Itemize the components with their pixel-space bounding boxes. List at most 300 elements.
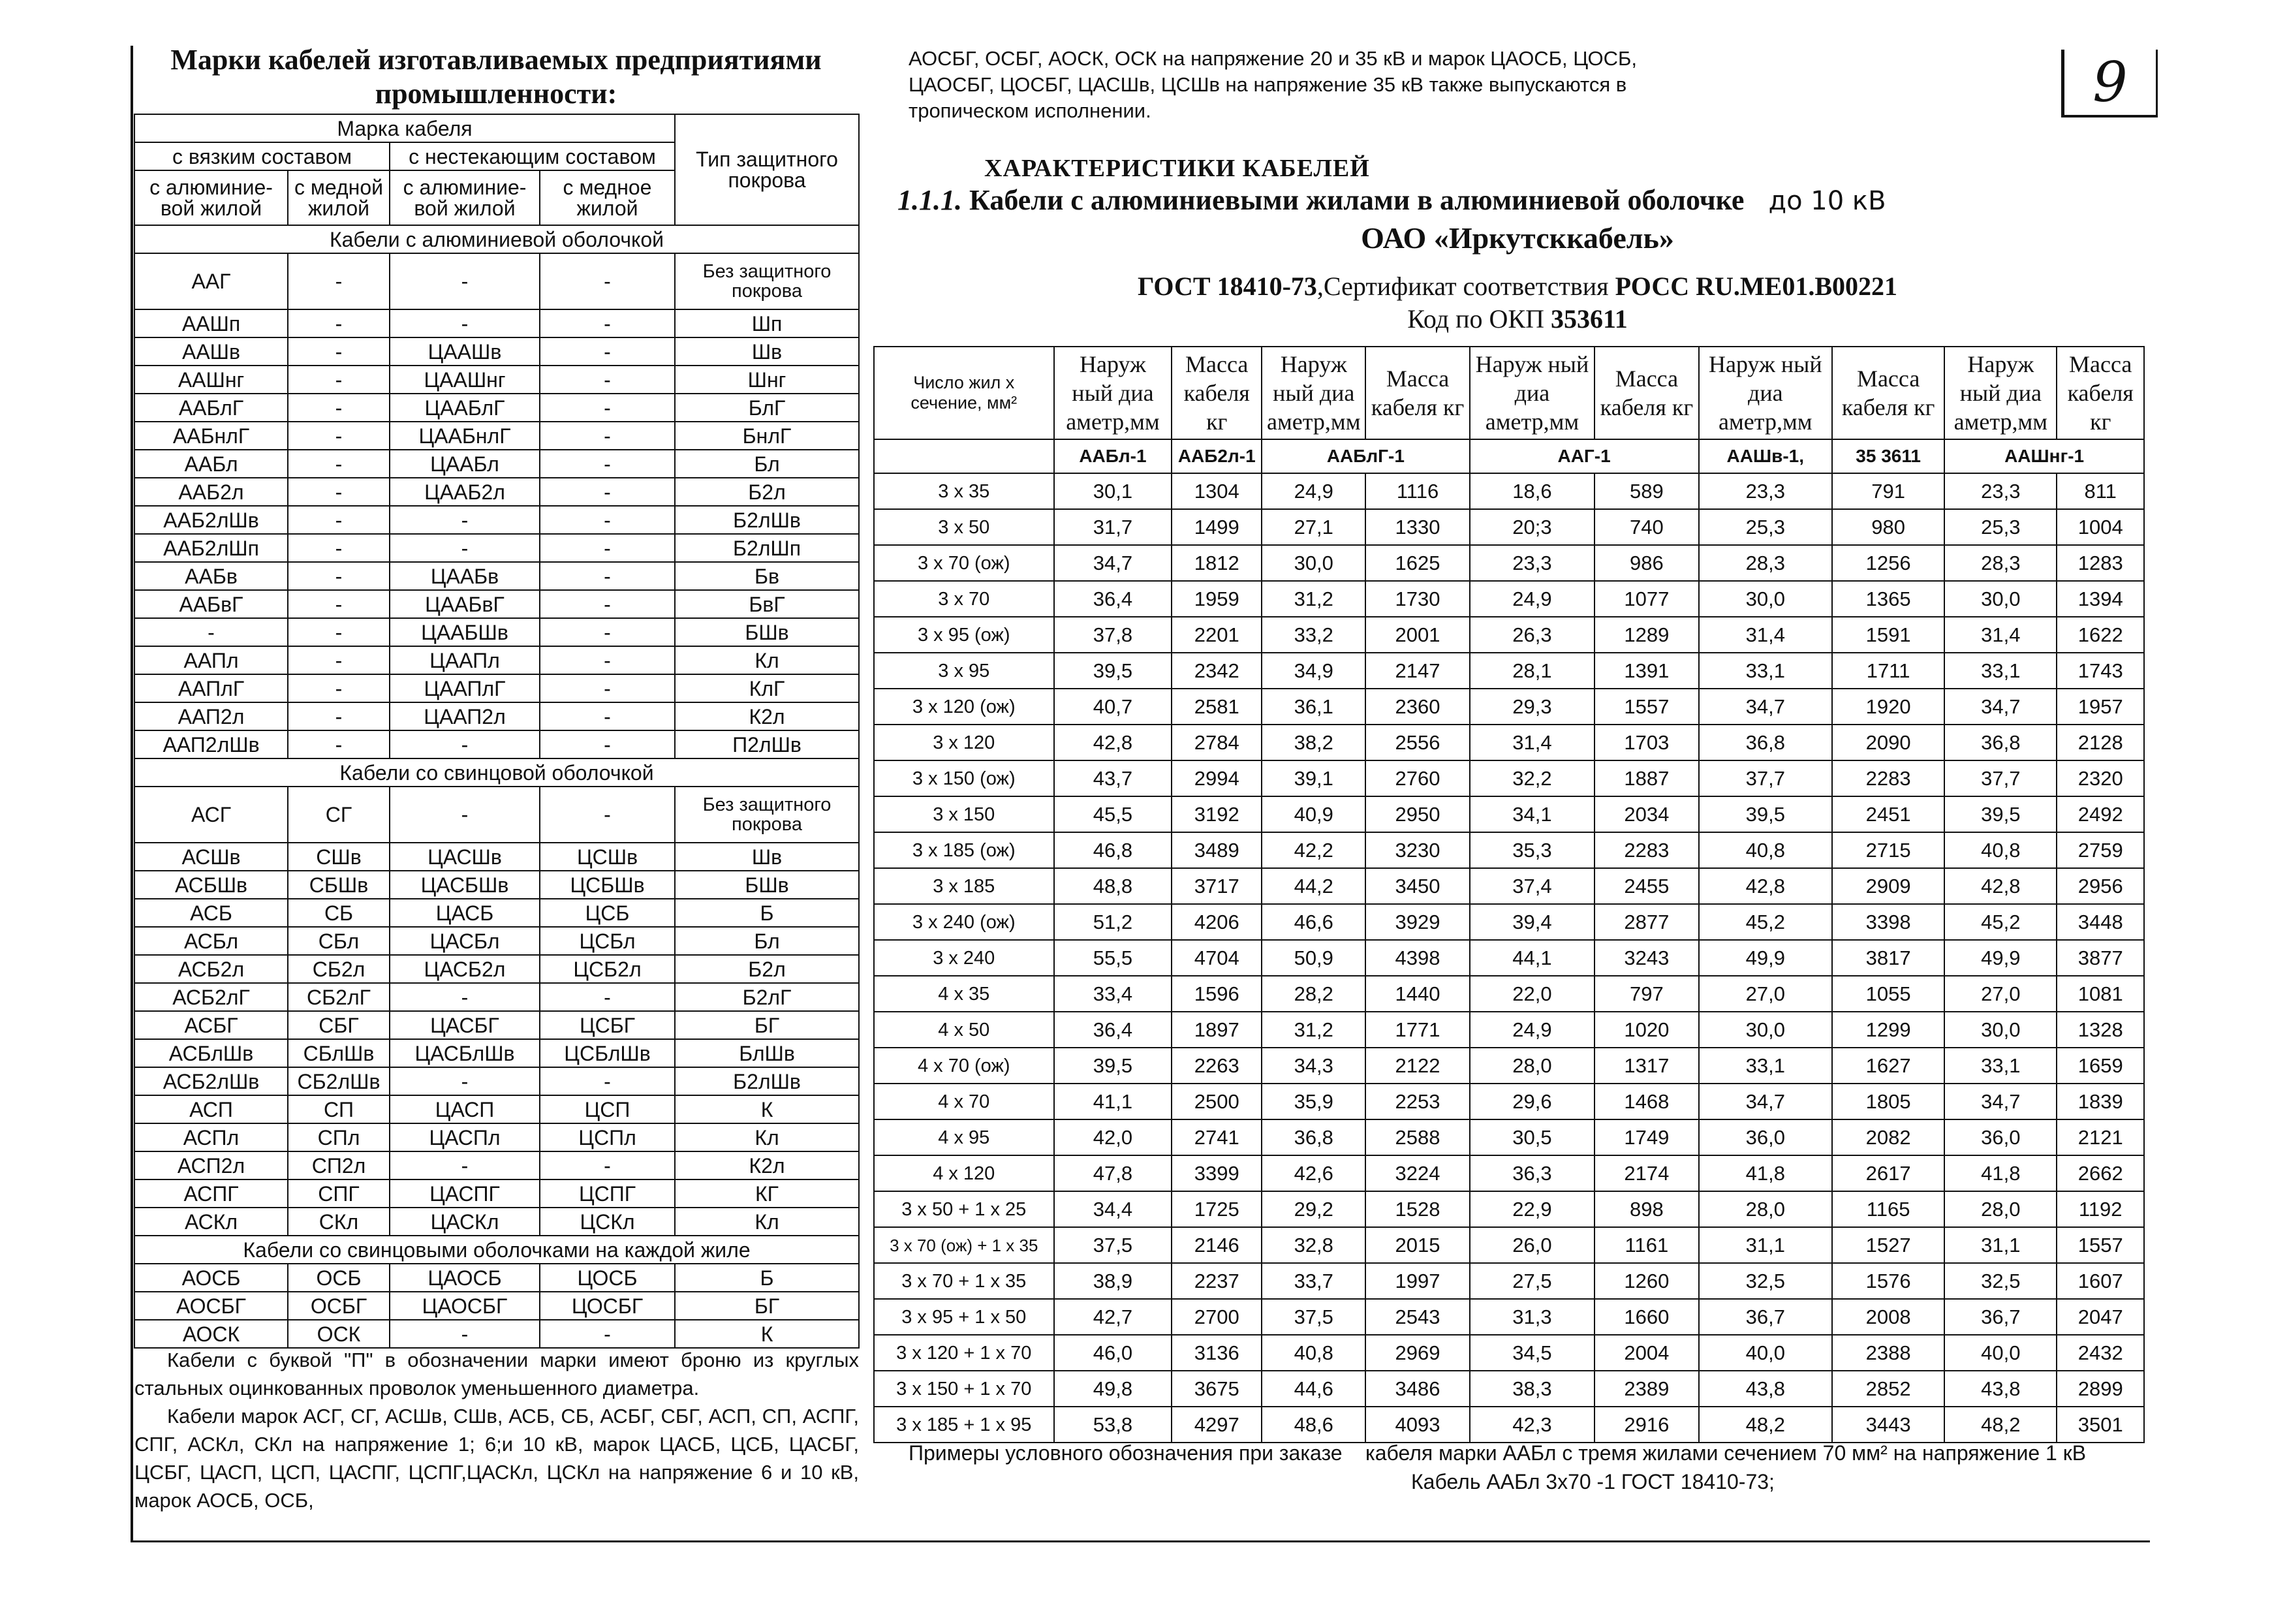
table-cell: - — [540, 590, 675, 618]
cores-section-cell: 3 х 95 — [874, 653, 1054, 689]
table-cell: ЦАОСБГ — [390, 1292, 540, 1320]
value-cell: 34,1 — [1470, 796, 1595, 832]
value-cell: 30,0 — [1699, 1012, 1833, 1048]
value-cell: 2556 — [1365, 725, 1469, 760]
value-cell: 34,7 — [1944, 1084, 2057, 1119]
table-row — [134, 674, 859, 702]
value-cell: 1365 — [1832, 581, 1944, 617]
table-cell: ЦОСБГ — [540, 1292, 675, 1320]
table-row — [134, 702, 859, 730]
value-cell: 46,8 — [1054, 832, 1172, 868]
table-cell: СБШв — [288, 871, 390, 899]
value-cell: 42,8 — [1944, 868, 2057, 904]
table-cell: - — [288, 562, 390, 590]
table-row — [874, 1191, 2144, 1227]
table-row — [874, 1012, 2144, 1048]
value-cell: 2700 — [1172, 1299, 1262, 1335]
table-row — [874, 653, 2144, 689]
note-armor: Кабели с буквой "П" в обозначении марки имеют броню из круглых стальных оцинкованных проволок уменьшенного диаметра. — [134, 1349, 859, 1399]
table-row — [134, 1292, 859, 1320]
value-cell: 1591 — [1832, 617, 1944, 653]
value-cell: 1711 — [1832, 653, 1944, 689]
value-cell: 2047 — [2057, 1299, 2144, 1335]
value-cell: 30,0 — [1699, 581, 1833, 617]
value-cell: 1805 — [1832, 1084, 1944, 1119]
cable-group-label: 35 3611 — [1832, 439, 1944, 473]
value-cell: 28,0 — [1699, 1191, 1833, 1227]
table-cell: ЦСПл — [540, 1123, 675, 1151]
cores-section-cell: 4 х 120 — [874, 1155, 1054, 1191]
value-cell: 1839 — [2057, 1084, 2144, 1119]
value-cell: 28,3 — [1699, 545, 1833, 581]
value-cell: 2320 — [2057, 760, 2144, 796]
table-cell: ЦААБл — [390, 450, 540, 478]
value-cell: 2662 — [2057, 1155, 2144, 1191]
value-cell: 2146 — [1172, 1227, 1262, 1263]
value-cell: 44,6 — [1262, 1371, 1365, 1407]
value-cell: 31,2 — [1262, 1012, 1365, 1048]
value-cell: 980 — [1832, 509, 1944, 545]
value-cell: 2388 — [1832, 1335, 1944, 1371]
table-cell: СБГ — [288, 1011, 390, 1039]
section-title: Кабели с алюминиевой оболочкой — [134, 225, 859, 253]
intro-text: АОСБГ, ОСБГ, АОСК, ОСК на напряжение 20 и 35 кВ и марок ЦАОСБ, ЦОСБ, ЦАОСБГ, ЦОСБГ, ЦАСШв, ЦСШв на напряжение 35 кВ также выпускаются в тропическом исполнении. — [909, 47, 1637, 122]
table-row — [874, 940, 2144, 976]
spec-table — [873, 346, 2145, 1443]
value-cell: 2969 — [1365, 1335, 1469, 1371]
value-cell: 24,9 — [1470, 1012, 1595, 1048]
value-cell: 24,9 — [1262, 473, 1365, 509]
table-cell: БШв — [675, 618, 859, 646]
table-row — [134, 899, 859, 927]
cores-section-cell: 4 х 70 — [874, 1084, 1054, 1119]
value-cell: 3929 — [1365, 904, 1469, 940]
value-cell: 35,3 — [1470, 832, 1595, 868]
value-cell: 22,0 — [1470, 976, 1595, 1012]
value-cell: 3486 — [1365, 1371, 1469, 1407]
table-cell: - — [540, 506, 675, 534]
table-cell: - — [540, 366, 675, 394]
value-cell: 1077 — [1595, 581, 1698, 617]
value-cell: 2455 — [1595, 868, 1698, 904]
value-cell: 42,8 — [1054, 725, 1172, 760]
table-cell: АСП — [134, 1095, 288, 1123]
value-cell: 42,3 — [1470, 1407, 1595, 1443]
value-cell: 48,2 — [1699, 1407, 1833, 1443]
value-cell: 1116 — [1365, 473, 1469, 509]
value-cell: 32,5 — [1699, 1263, 1833, 1299]
table-row — [874, 545, 2144, 581]
table-cell: ЦААБШв — [390, 618, 540, 646]
certificate-code: РОСС RU.МЕ01.В00221 — [1615, 272, 1898, 301]
value-cell: 27,5 — [1470, 1263, 1595, 1299]
value-cell: 1622 — [2057, 617, 2144, 653]
value-cell: 38,3 — [1470, 1371, 1595, 1407]
table-cell: Кл — [675, 646, 859, 674]
value-cell: 1527 — [1832, 1227, 1944, 1263]
value-cell: 40,8 — [1944, 832, 2057, 868]
cores-section-cell: 3 х 150 (ож) — [874, 760, 1054, 796]
table-cell: Б2лШв — [675, 1067, 859, 1095]
cores-section-cell: 3 х 185 — [874, 868, 1054, 904]
table-cell: ЦСП — [540, 1095, 675, 1123]
table-cell: СБ2лГ — [288, 983, 390, 1011]
value-cell: 2004 — [1595, 1335, 1698, 1371]
section-title: Кабели со свинцовой оболочкой — [134, 758, 859, 787]
table-row — [874, 725, 2144, 760]
value-cell: 28,0 — [1944, 1191, 2057, 1227]
cores-section-cell: 3 х 120 — [874, 725, 1054, 760]
table-cell: - — [540, 646, 675, 674]
value-cell: 2263 — [1172, 1048, 1262, 1084]
table-row — [134, 1123, 859, 1151]
value-cell: 23,3 — [1944, 473, 2057, 509]
value-cell: 31,3 — [1470, 1299, 1595, 1335]
table-row — [874, 689, 2144, 725]
table-cell: БнлГ — [675, 422, 859, 450]
cores-section-cell: 3 х 185 (ож) — [874, 832, 1054, 868]
table-cell: - — [540, 253, 675, 309]
cores-section-cell: 4 х 95 — [874, 1119, 1054, 1155]
cores-section-cell: 4 х 70 (ож) — [874, 1048, 1054, 1084]
table-cell: АОСК — [134, 1320, 288, 1348]
value-cell: 740 — [1595, 509, 1698, 545]
table-cell: - — [390, 1151, 540, 1179]
value-cell: 1959 — [1172, 581, 1262, 617]
value-cell: 2617 — [1832, 1155, 1944, 1191]
value-cell: 2001 — [1365, 617, 1469, 653]
value-cell: 3675 — [1172, 1371, 1262, 1407]
cores-section-cell: 3 х 240 (ож) — [874, 904, 1054, 940]
table-row — [874, 509, 2144, 545]
value-cell: 33,1 — [1699, 653, 1833, 689]
table-row — [134, 478, 859, 506]
value-cell: 1440 — [1365, 976, 1469, 1012]
table-cell: К2л — [675, 1151, 859, 1179]
cores-section-cell: 3 х 50 — [874, 509, 1054, 545]
value-cell: 3224 — [1365, 1155, 1469, 1191]
value-cell: 44,2 — [1262, 868, 1365, 904]
cable-mark-header: Марка кабеля — [134, 114, 675, 142]
value-cell: 32,8 — [1262, 1227, 1365, 1263]
table-cell: К2л — [675, 702, 859, 730]
table-cell: ААБлГ — [134, 394, 288, 422]
table-row — [134, 618, 859, 646]
cable-group-label: ААГ-1 — [1470, 439, 1699, 473]
table-cell: ААБ2л — [134, 478, 288, 506]
table-cell: СБлШв — [288, 1039, 390, 1067]
table-cell: ААБл — [134, 450, 288, 478]
value-cell: 1260 — [1595, 1263, 1698, 1299]
value-cell: 18,6 — [1470, 473, 1595, 509]
table-row — [874, 904, 2144, 940]
table-cell: - — [540, 534, 675, 562]
left-title: Марки кабелей изготавливаемых предприятиями промышленности: — [170, 44, 822, 110]
value-cell: 47,8 — [1054, 1155, 1172, 1191]
value-cell: 1289 — [1595, 617, 1698, 653]
table-row — [134, 590, 859, 618]
table-cell: ЦСШв — [540, 843, 675, 871]
table-row — [134, 1151, 859, 1179]
value-cell: 1004 — [2057, 509, 2144, 545]
value-cell: 986 — [1595, 545, 1698, 581]
value-cell: 2500 — [1172, 1084, 1262, 1119]
table-cell: ААШп — [134, 309, 288, 337]
table-cell: АСБлШв — [134, 1039, 288, 1067]
table-cell: ААПл — [134, 646, 288, 674]
value-cell: 2451 — [1832, 796, 1944, 832]
value-cell: 2909 — [1832, 868, 1944, 904]
value-cell: 37,5 — [1262, 1299, 1365, 1335]
value-cell: 40,8 — [1699, 832, 1833, 868]
value-cell: 34,7 — [1944, 689, 2057, 725]
table-cell: - — [390, 506, 540, 534]
table-cell: - — [288, 646, 390, 674]
table-cell: ЦААП2л — [390, 702, 540, 730]
value-cell: 30,1 — [1054, 473, 1172, 509]
value-cell: 42,8 — [1699, 868, 1833, 904]
table-cell: АСП2л — [134, 1151, 288, 1179]
value-cell: 33,2 — [1262, 617, 1365, 653]
cores-section-cell: 4 х 35 — [874, 976, 1054, 1012]
value-cell: 36,0 — [1699, 1119, 1833, 1155]
value-cell: 43,7 — [1054, 760, 1172, 796]
value-cell: 32,5 — [1944, 1263, 2057, 1299]
table-cell: БлШв — [675, 1039, 859, 1067]
value-cell: 2342 — [1172, 653, 1262, 689]
value-cell: 24,9 — [1470, 581, 1595, 617]
value-cell: 39,1 — [1262, 760, 1365, 796]
table-cell: АСБ2л — [134, 955, 288, 983]
value-cell: 43,8 — [1944, 1371, 2057, 1407]
value-cell: 3398 — [1832, 904, 1944, 940]
value-cell: 2128 — [2057, 725, 2144, 760]
value-cell: 33,4 — [1054, 976, 1172, 1012]
table-row — [134, 253, 859, 309]
value-cell: 38,9 — [1054, 1263, 1172, 1299]
example-designation: Кабель ААБл 3х70 -1 ГОСТ 18410-73; — [1411, 1470, 1775, 1493]
value-cell: 26,3 — [1470, 617, 1595, 653]
value-cell: 1897 — [1172, 1012, 1262, 1048]
table-cell: Шв — [675, 337, 859, 366]
value-cell: 1920 — [1832, 689, 1944, 725]
table-cell: Без защитного покрова — [675, 787, 859, 843]
table-row — [134, 843, 859, 871]
mass-header: Масса кабеля кг — [1595, 347, 1698, 439]
table-cell: ЦААБвГ — [390, 590, 540, 618]
table-cell: БлГ — [675, 394, 859, 422]
cable-group-label: ААБл-1 — [1054, 439, 1172, 473]
value-cell: 2994 — [1172, 760, 1262, 796]
value-cell: 39,5 — [1054, 1048, 1172, 1084]
table-cell: Б2лГ — [675, 983, 859, 1011]
value-cell: 34,7 — [1054, 545, 1172, 581]
table-cell: - — [540, 394, 675, 422]
table-cell: - — [390, 253, 540, 309]
table-cell: - — [540, 450, 675, 478]
value-cell: 48,8 — [1054, 868, 1172, 904]
table-cell: - — [540, 787, 675, 843]
table-cell: ААП2лШв — [134, 730, 288, 758]
value-cell: 49,9 — [1699, 940, 1833, 976]
table-cell: ААПлГ — [134, 674, 288, 702]
value-cell: 2759 — [2057, 832, 2144, 868]
value-cell: 45,2 — [1699, 904, 1833, 940]
value-cell: 3230 — [1365, 832, 1469, 868]
value-cell: 2147 — [1365, 653, 1469, 689]
table-row — [874, 617, 2144, 653]
table-cell: - — [540, 674, 675, 702]
cores-section-cell: 3 х 70 — [874, 581, 1054, 617]
value-cell: 4704 — [1172, 940, 1262, 976]
value-cell: 38,2 — [1262, 725, 1365, 760]
value-cell: 36,7 — [1944, 1299, 2057, 1335]
value-cell: 1161 — [1595, 1227, 1698, 1263]
cores-section-cell: 3 х 70 (ож) + 1 х 35 — [874, 1227, 1054, 1263]
value-cell: 33,1 — [1944, 653, 2057, 689]
table-cell: ЦАСКл — [390, 1208, 540, 1236]
section-row — [134, 1236, 859, 1264]
value-cell: 40,8 — [1262, 1335, 1365, 1371]
table-cell: ЦОСБ — [540, 1264, 675, 1292]
value-cell: 26,0 — [1470, 1227, 1595, 1263]
table-cell: СШв — [288, 843, 390, 871]
col-al-nondrip: с алюминие-вой жилой — [390, 170, 540, 225]
table-row — [874, 1227, 2144, 1263]
value-cell: 28,2 — [1262, 976, 1365, 1012]
table-cell: - — [288, 394, 390, 422]
value-cell: 3450 — [1365, 868, 1469, 904]
table-cell: СКл — [288, 1208, 390, 1236]
table-cell: ОСБ — [288, 1264, 390, 1292]
value-cell: 45,2 — [1944, 904, 2057, 940]
table-cell: - — [540, 1067, 675, 1095]
value-cell: 36,4 — [1054, 581, 1172, 617]
table-row — [134, 1095, 859, 1123]
table-cell: СП2л — [288, 1151, 390, 1179]
diameter-header: Наруж ный диа аметр,мм — [1699, 347, 1833, 439]
table-cell: - — [288, 590, 390, 618]
value-cell: 3192 — [1172, 796, 1262, 832]
value-cell: 589 — [1595, 473, 1698, 509]
value-cell: 46,6 — [1262, 904, 1365, 940]
table-cell: ЦАСБлШв — [390, 1039, 540, 1067]
value-cell: 2015 — [1365, 1227, 1469, 1263]
table-cell: СБ — [288, 899, 390, 927]
cable-group-label: ААБлГ-1 — [1262, 439, 1470, 473]
value-cell: 1020 — [1595, 1012, 1698, 1048]
table-cell: БШв — [675, 871, 859, 899]
value-cell: 2090 — [1832, 725, 1944, 760]
table-cell: - — [288, 422, 390, 450]
cable-group-label: ААШв-1, — [1699, 439, 1833, 473]
value-cell: 33,1 — [1699, 1048, 1833, 1084]
value-cell: 31,2 — [1262, 581, 1365, 617]
mass-header: Масса кабеля кг — [1172, 347, 1262, 439]
table-row — [134, 1067, 859, 1095]
table-cell: - — [288, 309, 390, 337]
table-cell: - — [540, 1320, 675, 1348]
value-cell: 31,4 — [1470, 725, 1595, 760]
table-cell: СБл — [288, 927, 390, 955]
table-cell: АОСБ — [134, 1264, 288, 1292]
table-cell: Бл — [675, 450, 859, 478]
table-row — [134, 646, 859, 674]
company-name: ОАО «Иркутсккабель» — [1361, 221, 1674, 255]
value-cell: 27,1 — [1262, 509, 1365, 545]
value-cell: 1887 — [1595, 760, 1698, 796]
nondrip-header: с нестекающим составом — [390, 142, 675, 170]
table-cell: АСБ2лГ — [134, 983, 288, 1011]
table-row — [134, 787, 859, 843]
okp-label: Код по ОКП — [1407, 304, 1544, 334]
value-cell: 4093 — [1365, 1407, 1469, 1443]
value-cell: 2121 — [2057, 1119, 2144, 1155]
value-cell: 34,7 — [1699, 689, 1833, 725]
value-cell: 36,1 — [1262, 689, 1365, 725]
table-row — [134, 1264, 859, 1292]
value-cell: 3243 — [1595, 940, 1698, 976]
table-cell: П2лШв — [675, 730, 859, 758]
table-cell: АСПГ — [134, 1179, 288, 1208]
protective-type-header: Тип защитного покрова — [675, 114, 859, 225]
table-cell: ЦСБл — [540, 927, 675, 955]
value-cell: 1256 — [1832, 545, 1944, 581]
value-cell: 1607 — [2057, 1263, 2144, 1299]
mass-header: Масса кабеля кг — [1365, 347, 1469, 439]
table-row — [874, 473, 2144, 509]
table-cell: СБ2л — [288, 955, 390, 983]
value-cell: 2877 — [1595, 904, 1698, 940]
table-cell: ААБнлГ — [134, 422, 288, 450]
cores-section-cell: 3 х 150 + 1 х 70 — [874, 1371, 1054, 1407]
table-cell: - — [540, 1151, 675, 1179]
table-row — [874, 976, 2144, 1012]
table-cell: - — [288, 730, 390, 758]
value-cell: 2253 — [1365, 1084, 1469, 1119]
value-cell: 4297 — [1172, 1407, 1262, 1443]
table-cell: - — [540, 730, 675, 758]
value-cell: 2784 — [1172, 725, 1262, 760]
table-cell: - — [288, 450, 390, 478]
table-cell: БГ — [675, 1292, 859, 1320]
table-cell: ЦААПлГ — [390, 674, 540, 702]
value-cell: 1627 — [1832, 1048, 1944, 1084]
value-cell: 2122 — [1365, 1048, 1469, 1084]
value-cell: 39,5 — [1054, 653, 1172, 689]
value-cell: 1625 — [1365, 545, 1469, 581]
value-cell: 41,1 — [1054, 1084, 1172, 1119]
value-cell: 39,5 — [1699, 796, 1833, 832]
value-cell: 41,8 — [1699, 1155, 1833, 1191]
gost-line — [897, 270, 2138, 303]
value-cell: 2852 — [1832, 1371, 1944, 1407]
notes — [134, 1346, 859, 1514]
value-cell: 1596 — [1172, 976, 1262, 1012]
value-cell: 1499 — [1172, 509, 1262, 545]
table-cell: АСШв — [134, 843, 288, 871]
table-row — [134, 534, 859, 562]
table-cell: КлГ — [675, 674, 859, 702]
table-cell: Б — [675, 899, 859, 927]
value-cell: 2432 — [2057, 1335, 2144, 1371]
table-row — [134, 1208, 859, 1236]
table-row — [874, 1371, 2144, 1407]
value-cell: 30,0 — [1262, 545, 1365, 581]
value-cell: 1330 — [1365, 509, 1469, 545]
value-cell: 40,7 — [1054, 689, 1172, 725]
table-row — [134, 337, 859, 366]
